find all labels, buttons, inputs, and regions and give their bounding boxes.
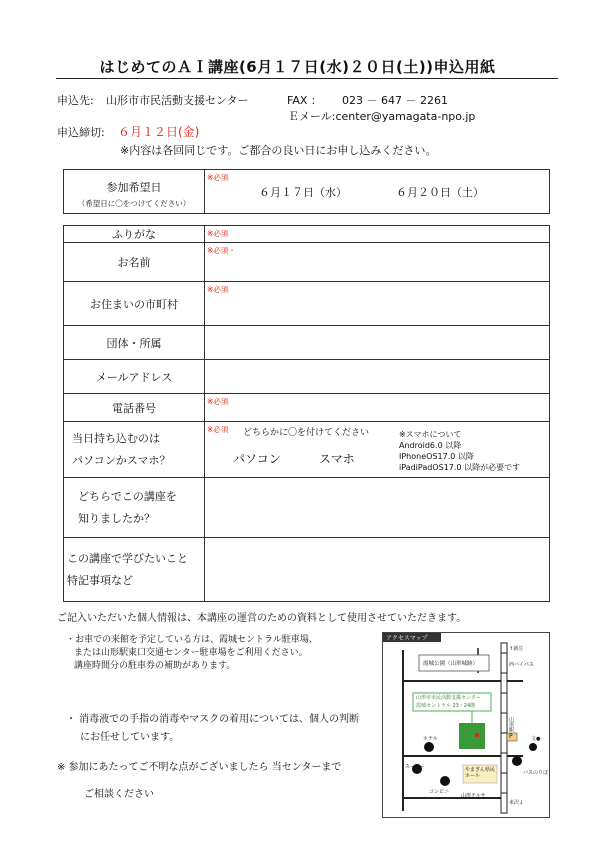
map-bank-dot bbox=[529, 743, 537, 751]
sanitize-note bbox=[66, 711, 359, 747]
contact-note-line1: ※ 参加にあたってご不明な点がございましたら 当センターまで bbox=[57, 762, 342, 773]
sanitize-note-line1: ・ 消毒液での手指の消毒やマスクの着用については、個人の判断 bbox=[66, 714, 359, 725]
map-station-label: 山形駅 bbox=[508, 717, 514, 732]
page-title: はじめてのＡＩ講座(6月１７日(水)２０日(土))申込用紙 bbox=[99, 58, 496, 76]
same-content-note: ※内容は各回同じです。ご都合の良い日にお申し込みください。 bbox=[120, 144, 437, 157]
map-bus-dot bbox=[512, 756, 522, 766]
source-field[interactable] bbox=[205, 478, 550, 538]
smartphone-note-ipad: iPadiPadOS17.0 以降が必要です bbox=[399, 463, 521, 472]
map-supermarket-label: スーパー bbox=[405, 764, 425, 770]
map-to-yonezawa: 米沢↓ bbox=[509, 800, 524, 806]
name-label: お名前 bbox=[64, 243, 205, 282]
municipality-label: お住まいの市町村 bbox=[64, 282, 205, 326]
map-center-building bbox=[459, 723, 485, 749]
map-park-label: 霞城公園（山形城跡） bbox=[423, 661, 479, 667]
map-hotel-dot bbox=[424, 742, 434, 752]
source-label-line2: 知りましたか？ bbox=[78, 511, 155, 525]
preferred-date-label-cell bbox=[64, 170, 205, 214]
email-label: メールアドレス bbox=[64, 360, 205, 394]
fax-number: 023 － 647 － 2261 bbox=[342, 94, 448, 107]
preferred-date-sublabel: （希望日に〇をつけてください） bbox=[77, 198, 191, 208]
map-title: アクセスマップ bbox=[386, 635, 428, 642]
name-field[interactable] bbox=[205, 243, 550, 282]
fax-label: FAX ： bbox=[287, 94, 322, 107]
map-railway bbox=[501, 643, 507, 813]
contact-note-line2: ご相談ください bbox=[84, 789, 154, 800]
map-hall-label: やまぎん県民ホール bbox=[465, 767, 496, 779]
date-option-june17[interactable]: ６月１７日（水） bbox=[259, 186, 347, 199]
smartphone-note-iphone: IPhoneOS17.0 以降 bbox=[399, 452, 474, 461]
source-label-line1: どちらでこの講座を bbox=[78, 489, 177, 503]
apply-to-organization: 山形市市民活動支援センター bbox=[106, 94, 249, 107]
smartphone-note-android: Android6.0 以降 bbox=[399, 441, 462, 450]
map-parking-mark: P bbox=[509, 733, 513, 740]
map-terusa-label: 山形テルサ bbox=[461, 793, 486, 799]
parking-note-line1: ・お車での来館を予定している方は、霞城セントラル駐車場、 bbox=[66, 635, 318, 645]
organization-field[interactable] bbox=[205, 326, 550, 360]
required-mark: ※必須 bbox=[207, 425, 229, 434]
map-hotel-label: ホテル bbox=[423, 736, 438, 742]
required-mark: ※必須 bbox=[207, 229, 229, 238]
smartphone-note-title: ※スマホについて bbox=[399, 430, 462, 439]
learn-label-cell bbox=[64, 538, 205, 602]
map-center-marker bbox=[475, 733, 479, 737]
source-label-cell bbox=[64, 478, 205, 538]
access-map bbox=[382, 632, 550, 818]
parking-note-line2: または山形駅東口交通センター駐車場をご利用ください。 bbox=[74, 648, 308, 658]
required-mark: ※必須 bbox=[207, 397, 229, 406]
preferred-date-label: 参加希望日 bbox=[106, 180, 162, 194]
learn-field[interactable] bbox=[205, 538, 550, 602]
device-label-line2: パソコンかスマホ？ bbox=[72, 453, 171, 467]
learn-label-line1: この講座で学びたいこと bbox=[67, 551, 188, 565]
map-bus-label: バスのりば bbox=[523, 770, 549, 776]
furigana-field[interactable] bbox=[205, 226, 550, 243]
phone-field[interactable] bbox=[205, 394, 550, 422]
email-field[interactable] bbox=[205, 360, 550, 394]
device-label-line1: 当日持ち込むのは bbox=[72, 431, 160, 445]
device-option-smartphone[interactable]: スマホ bbox=[319, 452, 355, 466]
learn-label-line2: 特記事項など bbox=[67, 573, 133, 587]
map-center-label-2: 霞城セントラル 23・24階 bbox=[416, 703, 476, 709]
title-underline bbox=[56, 78, 558, 79]
map-center-label-1: 山形市市民活動支援センター bbox=[416, 695, 481, 701]
email-address: Ｅメール:center@yamagata-npo.jp bbox=[288, 110, 476, 123]
device-instruction: どちらかに〇を付けてください bbox=[243, 428, 370, 438]
phone-label: 電話番号 bbox=[64, 394, 205, 422]
parking-note-line3: 講座時間分の駐車券の補助があります。 bbox=[74, 661, 236, 671]
smartphone-requirements-note bbox=[399, 429, 520, 473]
organization-label: 団体・所属 bbox=[64, 326, 205, 360]
map-konbini-label: コンビニ bbox=[429, 789, 450, 795]
parking-note bbox=[66, 634, 318, 673]
required-mark: ※必須 bbox=[207, 285, 229, 294]
preferred-date-options-cell bbox=[205, 170, 550, 214]
device-choice-cell bbox=[205, 422, 550, 478]
required-mark: ※必須 bbox=[207, 173, 229, 182]
furigana-label: ふりがな bbox=[64, 226, 205, 243]
required-mark: ※必須・ bbox=[207, 246, 236, 255]
device-label-cell bbox=[64, 422, 205, 478]
map-to-shinjo: ↑新庄 bbox=[509, 646, 524, 652]
deadline-label: 申込締切: bbox=[57, 126, 105, 139]
device-option-pc[interactable]: パソコン bbox=[233, 452, 281, 466]
sanitize-note-line2: にお任せしています。 bbox=[80, 732, 180, 743]
privacy-note: ご記入いただいた個人情報は、本講座の運営のための資料として使用させていただきます。 bbox=[57, 613, 467, 624]
deadline-value: ６月１２日(金) bbox=[118, 125, 200, 139]
map-konbini-dot bbox=[440, 776, 450, 786]
map-bank-label: 文● bbox=[531, 736, 541, 742]
date-option-june20[interactable]: ６月２０日（土） bbox=[396, 186, 484, 199]
map-bypass-label: 西バイパス bbox=[509, 662, 534, 668]
apply-to-label: 申込先: bbox=[57, 94, 94, 107]
municipality-field[interactable] bbox=[205, 282, 550, 326]
